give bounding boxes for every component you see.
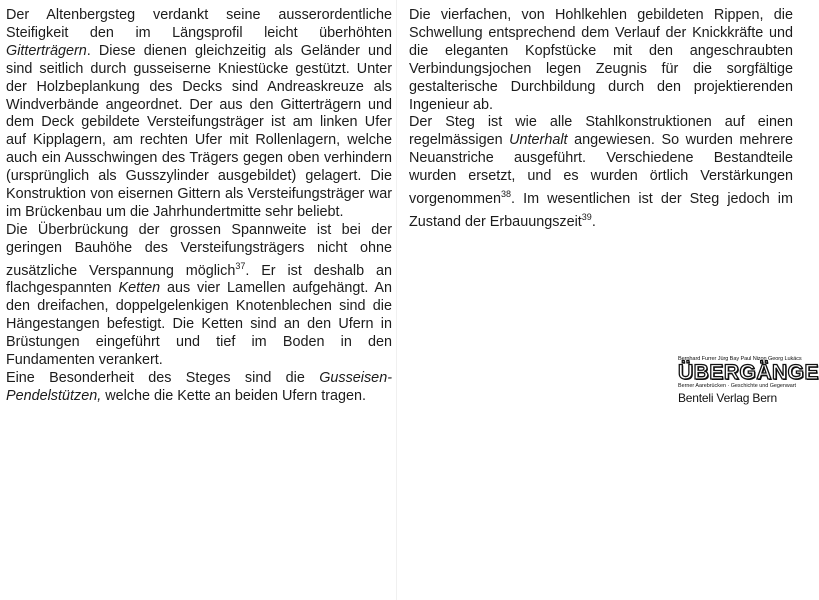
- book-subtitle: Berner Aarebrücken · Geschichte und Gegenwart: [678, 383, 797, 389]
- paragraph: [6, 370, 392, 406]
- book-authors: Bernhard Furrer Jürg Bay Paul Nizon Georg Lukács: [678, 356, 802, 362]
- right-text-column: [409, 7, 793, 231]
- text-run: welche die Kette an beiden Ufern tragen.: [101, 387, 367, 404]
- book-title: ÜBERGÄNGE: [678, 361, 819, 384]
- paragraph: [6, 7, 392, 222]
- emphasis: Unterhalt: [509, 132, 568, 149]
- paragraph: Die vierfachen, von Hohlkehlen gebildeten Rippen, die Schwellung entsprechend dem Verlauf der Knickkräfte und die eleganten Kopfstücke mit den angeschraubten Verbindungsjochen legen Zeugnis für die sorgfältige gestalterische Durchbildung durch den projektierenden Ingenieur ab.: [409, 7, 793, 113]
- paragraph: [409, 114, 793, 231]
- paragraph: [6, 222, 392, 370]
- text-run: .: [591, 213, 596, 230]
- left-text-column: [6, 7, 392, 406]
- footnote-marker: 39: [581, 211, 592, 222]
- publisher-credit: [678, 356, 819, 406]
- text-run: Eine Besonderheit des Steges sind die: [6, 369, 320, 386]
- text-run: angewiesen. So wurden mehrere Neuanstriche ausgeführt. Verschiedene Bestandteile wurden ersetzt, und es wurden örtlich Verstärkungen vorgenommen: [409, 132, 793, 207]
- publisher-name: Benteli Verlag Bern: [678, 391, 777, 405]
- text-run: Die Überbrückung der grossen Spannweite ist bei der geringen Bauhöhe des Versteifungsträgers nicht ohne zusätzliche Verspannung möglich: [6, 221, 392, 279]
- text-run: Der Steg ist wie alle Stahlkonstruktionen auf einen regelmässigen: [409, 114, 793, 149]
- text-run: . Diese dienen gleichzeitig als Geländer und sind seitlich durch gusseiserne Kniestücke gestützt. Unter der Holzbeplankung des Decks sind Andreaskreuze als Windverbände angeordnet. Der aus den Gitterträgern und dem Deck gebildete Versteifungsträger ist am linken Ufer auf Kipplagern, am rechten Ufer mit Rollenlagern, welche auch ein Ausschwingen des Trägers gegen oben verhindern (ursprünglich als Gusszylinder ausgebildet) gelagert. Die Konstruktion von eisernen Gittern als Versteifungsträger war im Brückenbau um die Jahrhundertmitte sehr beliebt.: [6, 42, 392, 220]
- text-run: aus vier Lamellen aufgehängt. An den dreifachen, doppelgelenkigen Knotenblechen sind die Hängestangen befestigt. Die Ketten sind an den Ufern in Brüstungen eingeführt und tief im Boden in den Fundamenten verankert.: [6, 280, 392, 369]
- emphasis: Gitterträgern: [6, 42, 87, 59]
- footnote-marker: 38: [501, 189, 512, 200]
- footnote-marker: 37: [235, 260, 246, 271]
- text-run: Der Altenbergsteg verdankt seine ausserordentliche Steifigkeit den im Längsprofil leicht überhöhten: [6, 7, 392, 41]
- emphasis: Ketten: [118, 280, 161, 297]
- text-run: . Er ist deshalb an flachgespannten: [6, 262, 392, 297]
- emphasis: Gusseisen-Pendelstützen,: [6, 369, 392, 404]
- text-run: . Im wesentlichen ist der Steg jedoch im Zustand der Erbauungszeit: [409, 190, 793, 230]
- column-divider: [396, 0, 397, 600]
